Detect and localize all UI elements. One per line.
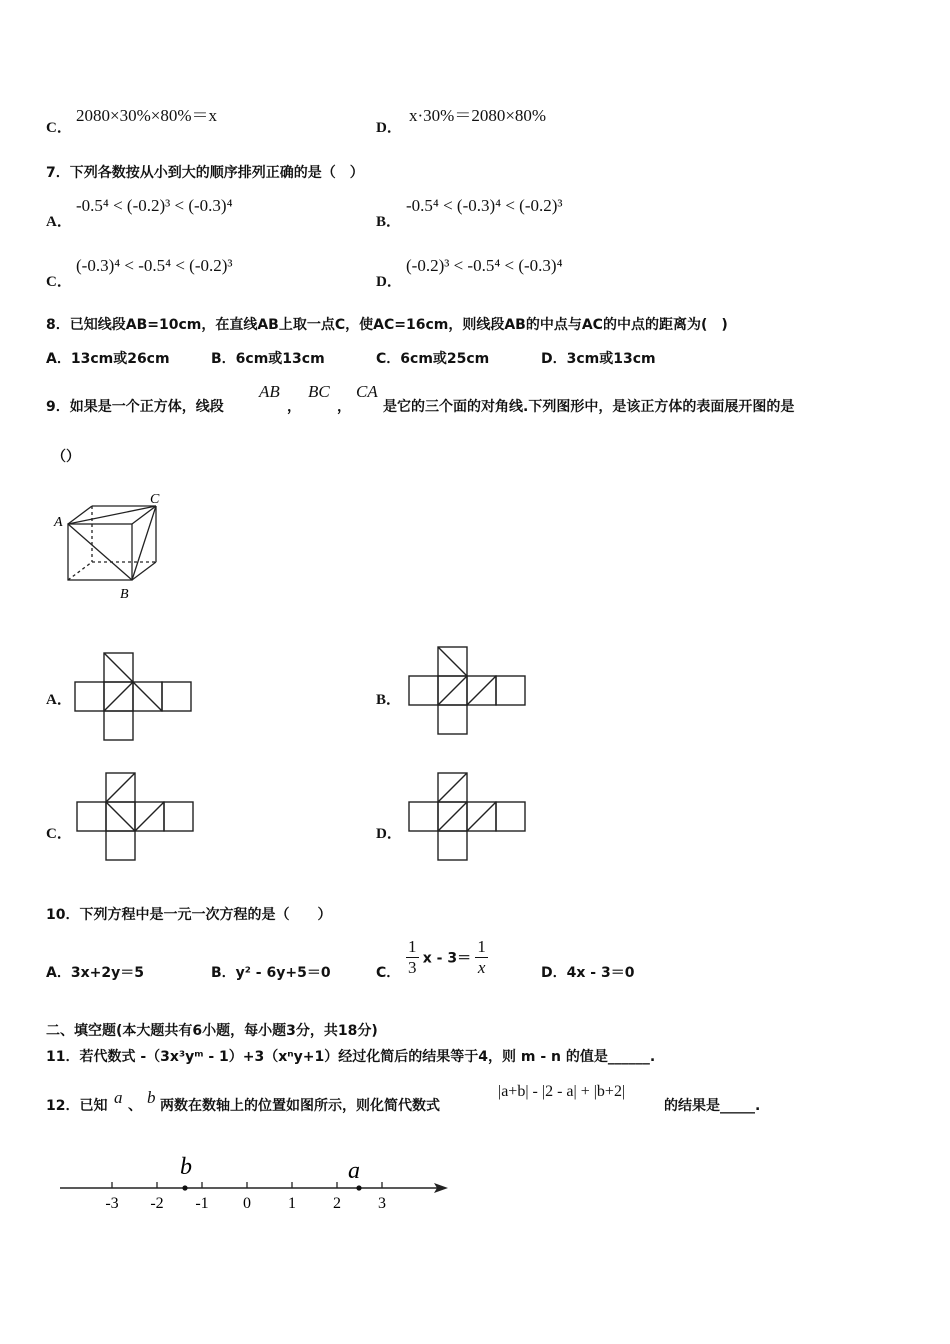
q9-option-d-label: D． bbox=[376, 826, 402, 842]
q9-option-c-label: C． bbox=[46, 826, 72, 842]
q10-option-d: D．4x - 3＝0 bbox=[541, 965, 635, 981]
cube-vertex-b: B bbox=[120, 587, 129, 602]
q10-fraction-one-third: $\frac{1}{3}$ bbox=[408, 937, 417, 977]
q9-net-c bbox=[76, 770, 200, 866]
number-line-point-a bbox=[356, 1185, 361, 1190]
q9-net-d bbox=[408, 770, 532, 866]
q8-option-a: A．13cm或26cm bbox=[46, 351, 170, 367]
section2-title: 二、填空题(本大题共有6小题，每小题3分，共18分) bbox=[46, 1023, 378, 1039]
number-line-tick-label: 3 bbox=[378, 1195, 386, 1212]
q6-option-d-expression: x·30%＝2080×80% bbox=[409, 106, 547, 125]
q10-option-c-label: C． bbox=[376, 965, 401, 981]
q9-answer-blank: （） bbox=[52, 449, 80, 465]
q10-option-a: A．3x+2y＝5 bbox=[46, 965, 144, 981]
q12-expression: |a+b| - |2 - a| + |b+2| bbox=[498, 1083, 626, 1100]
q12-var-b: b bbox=[147, 1088, 156, 1107]
q9-net-a bbox=[74, 650, 196, 746]
number-line-tick-label: 1 bbox=[288, 1195, 296, 1212]
q10-fraction-one-over-x: $\frac{1}{x}$ bbox=[477, 937, 486, 977]
q7-option-d-expression: (-0.2)³ < -0.5⁴ < (-0.3)⁴ bbox=[406, 256, 563, 275]
q9-net-b bbox=[408, 644, 532, 740]
q12-var-a: a bbox=[114, 1088, 123, 1107]
q11-text: 11．若代数式 -（3x³yᵐ - 1）+3（xⁿy+1）经过化简后的结果等于4，则 m - n 的值是______. bbox=[46, 1049, 656, 1065]
number-line-label-a: a bbox=[348, 1158, 360, 1184]
q7-option-c-expression: (-0.3)⁴ < -0.5⁴ < (-0.2)³ bbox=[76, 256, 233, 275]
q9-comma-1: ， bbox=[287, 399, 301, 415]
q8-title: 8．已知线段AB=10cm，在直线AB上取一点C，使AC=16cm，则线段AB的中点与AC的中点的距离为( ) bbox=[46, 317, 728, 333]
number-line-tick-label: -1 bbox=[195, 1195, 209, 1212]
q6-option-c-expression: 2080×30%×80%＝x bbox=[76, 106, 217, 125]
q6-option-c-label: C． bbox=[46, 120, 72, 136]
q12-text-start: 12．已知 bbox=[46, 1098, 108, 1114]
q12-text-mid: 两数在数轴上的位置如图所示，则化简代数式 bbox=[160, 1098, 440, 1114]
q9-cube-figure bbox=[44, 488, 174, 603]
q8-option-d: D．3cm或13cm bbox=[541, 351, 656, 367]
number-line-tick-label: -2 bbox=[150, 1195, 164, 1212]
q9-segment-ca: CA bbox=[356, 382, 378, 401]
q10-option-c-equation: $\frac{1}{3}$ x - 3＝ $\frac{1}{x}$ bbox=[408, 937, 486, 977]
q9-segment-ab: AB bbox=[259, 382, 280, 401]
q8-option-b: B．6cm或13cm bbox=[211, 351, 325, 367]
q9-comma-2: ， bbox=[337, 399, 351, 415]
q10-option-b: B．y² - 6y+5＝0 bbox=[211, 965, 331, 981]
q6-option-d-label: D． bbox=[376, 120, 402, 136]
q12-separator: 、 bbox=[128, 1098, 142, 1114]
q9-title-end: 是它的三个面的对角线.下列图形中，是该正方体的表面展开图的是 bbox=[383, 399, 795, 415]
cube-vertex-a: A bbox=[54, 515, 63, 530]
q9-option-a-label: A． bbox=[46, 692, 72, 708]
q7-option-a-label: A． bbox=[46, 214, 72, 230]
q7-option-b-expression: -0.5⁴ < (-0.3)⁴ < (-0.2)³ bbox=[406, 196, 563, 215]
q9-option-b-label: B． bbox=[376, 692, 402, 708]
q9-title-start: 9．如果是一个正方体，线段 bbox=[46, 399, 224, 415]
q7-option-a-expression: -0.5⁴ < (-0.2)³ < (-0.3)⁴ bbox=[76, 196, 233, 215]
q9-segment-bc: BC bbox=[308, 382, 330, 401]
q7-option-b-label: B． bbox=[376, 214, 402, 230]
number-line-tick-label: 2 bbox=[333, 1195, 341, 1212]
number-line-point-b bbox=[182, 1185, 187, 1190]
q7-title: 7．下列各数按从小到大的顺序排列正确的是（ ） bbox=[46, 165, 364, 181]
q7-option-c-label: C． bbox=[46, 274, 72, 290]
q7-option-d-label: D． bbox=[376, 274, 402, 290]
number-line-tick-label: -3 bbox=[105, 1195, 119, 1212]
number-line-tick-label: 0 bbox=[243, 1195, 251, 1212]
q12-text-end: 的结果是_____. bbox=[664, 1098, 761, 1114]
q8-option-c: C．6cm或25cm bbox=[376, 351, 490, 367]
q12-number-line bbox=[50, 1148, 460, 1218]
q10-title: 10．下列方程中是一元一次方程的是（ ） bbox=[46, 907, 332, 923]
number-line-label-b: b bbox=[180, 1154, 192, 1180]
cube-vertex-c: C bbox=[150, 492, 160, 507]
